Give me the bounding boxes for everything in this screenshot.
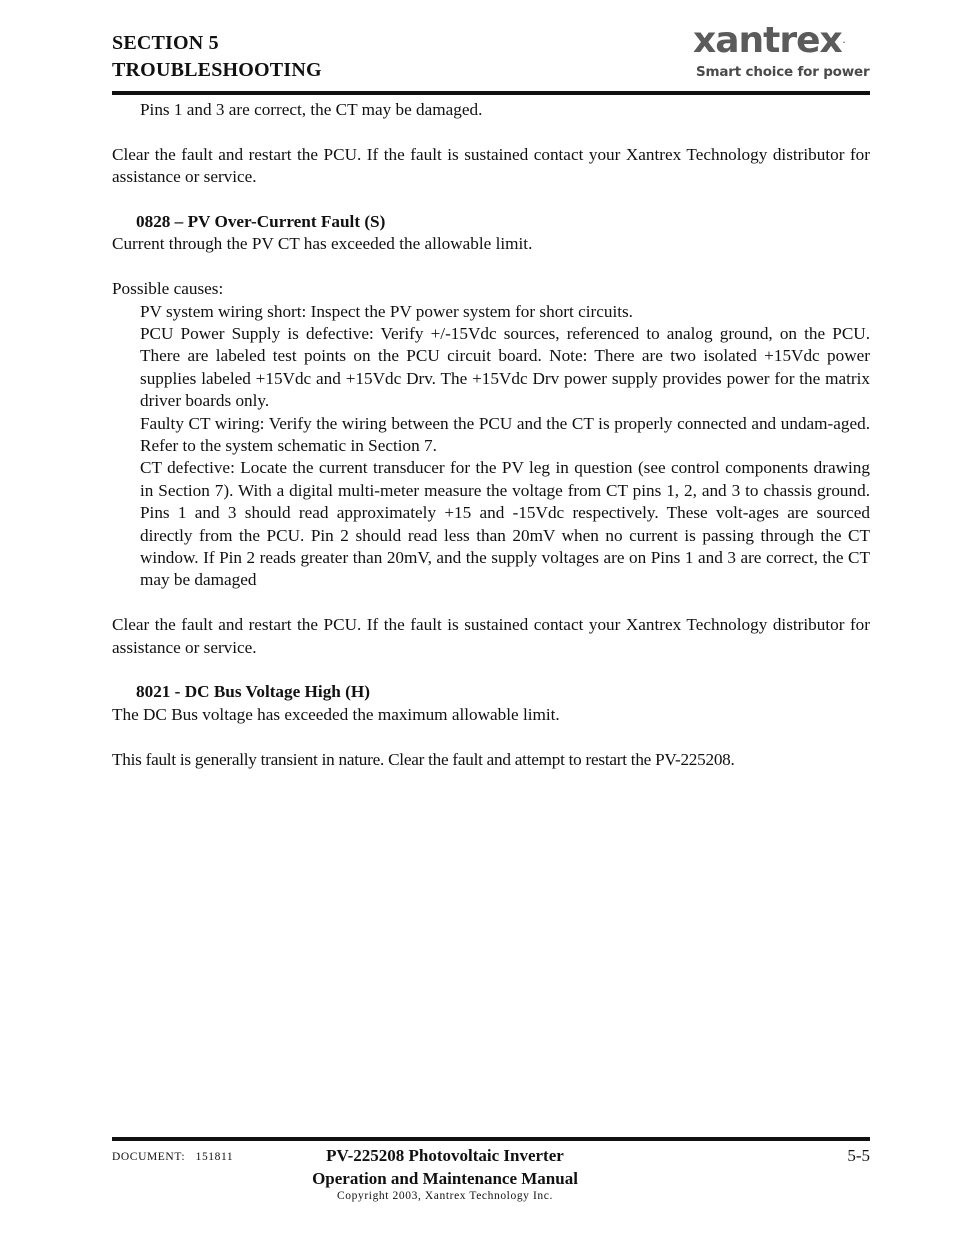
- manual-title-line1: PV-225208 Photovoltaic Inverter: [326, 1146, 564, 1165]
- cause-item: Faulty CT wiring: Verify the wiring between the PCU and the CT is properly connected and undam-aged. Refer to the system schematic in Section 7.: [140, 413, 870, 456]
- cause-item: CT defective: Locate the current transducer for the PV leg in question (see control components drawing in Section 7). With a digital multi-meter measure the voltage from CT pins 1, 2, and 3 to chassis ground. Pins 1 and 3 should read approximately +15 and -15Vdc respectively. These volt-ages are sourced directly from the PCU. Pin 2 should read less than 20mV when no current is passing through the CT window. If Pin 2 reads greater than 20mV, and the supply voltages are on Pins 1 and 3 are correct, the CT may be damaged: [140, 458, 870, 590]
- logo-tagline: Smart choice for power: [696, 64, 870, 80]
- paragraph: This fault is generally transient in nature. Clear the fault and attempt to restart the PV-225208.: [112, 749, 735, 769]
- section-number: SECTION 5: [112, 32, 219, 54]
- cause-item: PV system wiring short: Inspect the PV power system for short circuits.: [140, 301, 633, 321]
- paragraph: Clear the fault and restart the PCU. If the fault is sustained contact your Xantrex Technology distributor for assistance or service.: [112, 144, 870, 187]
- logo-wordmark: xantrex: [693, 20, 842, 61]
- xantrex-logo: [693, 22, 873, 88]
- footer-title: [290, 1144, 600, 1190]
- fault-description: The DC Bus voltage has exceeded the maximum allowable limit.: [112, 704, 560, 724]
- header-rule: [112, 91, 870, 95]
- manual-title-line2: Operation and Maintenance Manual: [312, 1169, 578, 1188]
- paragraph: Pins 1 and 3 are correct, the CT may be damaged.: [140, 100, 483, 119]
- page-number: 5-5: [847, 1146, 870, 1165]
- cause-item: PCU Power Supply is defective: Verify +/-15Vdc sources, referenced to analog ground, on the PCU. There are labeled test points on the PCU circuit board. Note: There are two isolated +15Vdc power supplies labeled +15Vdc and +15Vdc Drv. The +15Vdc Drv power supply provides power for the matrix driver boards only.: [140, 324, 870, 411]
- fault-description: Current through the PV CT has exceeded the allowable limit.: [112, 234, 533, 254]
- fault-heading-0828: 0828 – PV Over-Current Fault (S): [136, 212, 386, 231]
- paragraph: Clear the fault and restart the PCU. If the fault is sustained contact your Xantrex Technology distributor for assistance or service.: [112, 615, 870, 657]
- fault-heading-8021: 8021 - DC Bus Voltage High (H): [136, 682, 370, 702]
- footer-rule: [112, 1137, 870, 1141]
- logo-trademark: .: [842, 37, 845, 45]
- document-number: DOCUMENT: 151811: [112, 1151, 234, 1163]
- causes-label: Possible causes:: [112, 279, 224, 299]
- copyright: Copyright 2003, Xantrex Technology Inc.: [337, 1190, 553, 1202]
- section-header: [112, 30, 322, 84]
- section-title: TROUBLESHOOTING: [112, 59, 322, 81]
- page-content: [112, 99, 870, 771]
